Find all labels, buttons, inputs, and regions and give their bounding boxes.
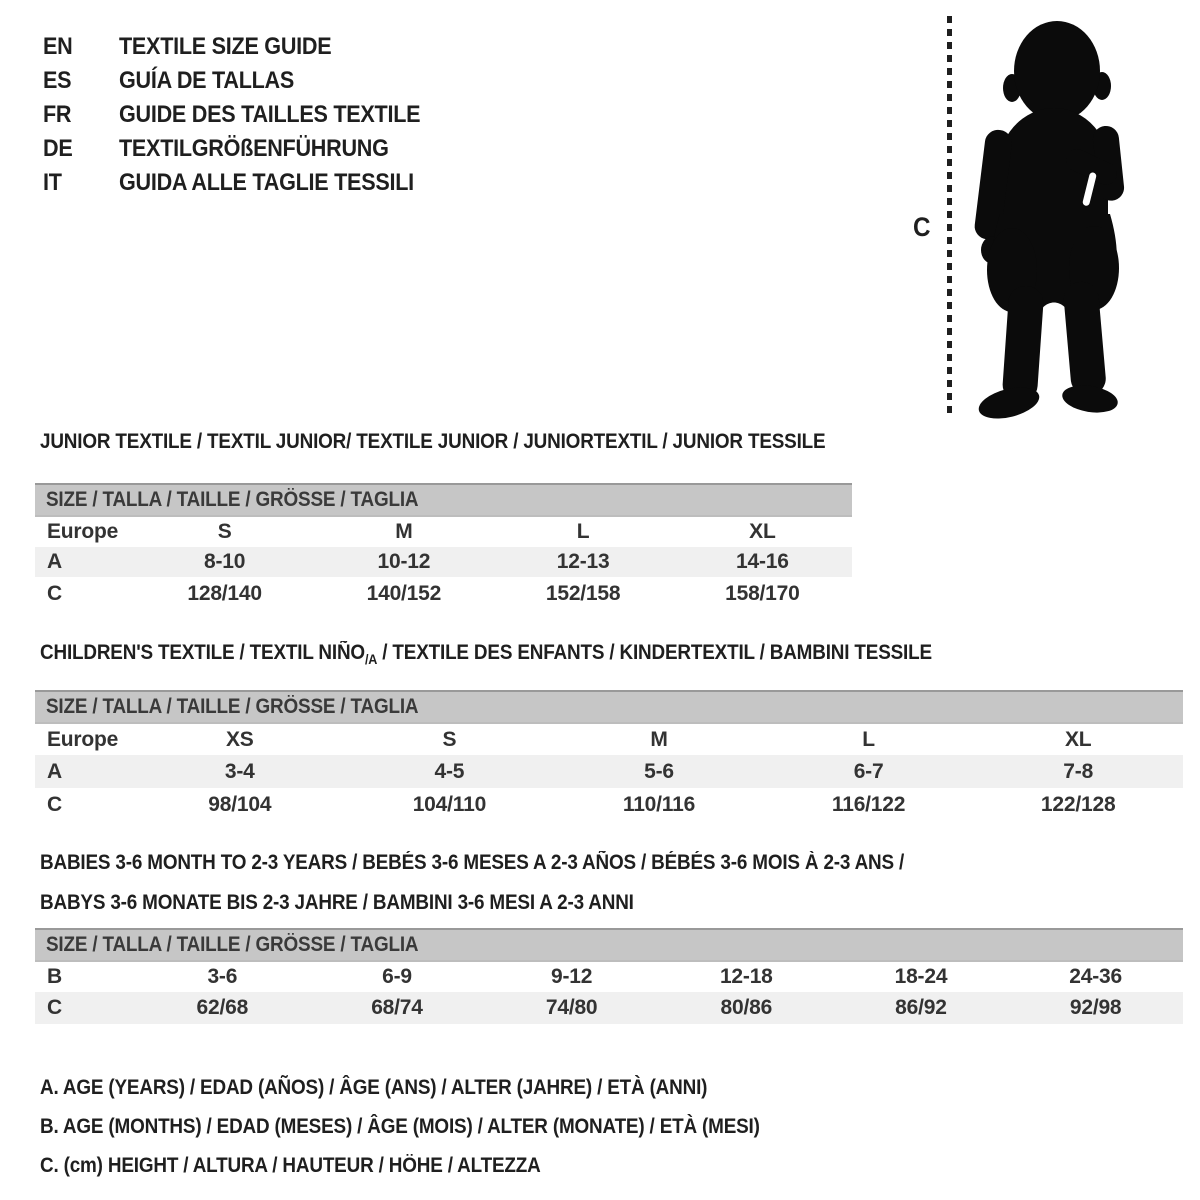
- guide-title-de: TEXTILGRÖßENFÜHRUNG: [119, 135, 389, 162]
- language-title-list: [43, 30, 454, 200]
- measurement-legend: [40, 1068, 1200, 1185]
- children-title-suffix: / TEXTILE DES ENFANTS / KINDERTEXTIL / BAMBINI TESSILE: [377, 641, 932, 664]
- value-cell: 104/110: [412, 793, 487, 816]
- size-cell: XS: [225, 727, 254, 751]
- value-cell: 10-12: [377, 550, 431, 573]
- language-code: ES: [43, 67, 72, 94]
- row-label-cell: B: [47, 965, 62, 988]
- value-cell: 9-12: [551, 965, 593, 988]
- legend-line-a: A. AGE (YEARS) / EDAD (AÑOS) / ÂGE (ANS) / ALTER (JAHRE) / ETÀ (ANNI): [40, 1076, 708, 1099]
- value-cell: 86/92: [895, 996, 947, 1019]
- language-row-fr: [43, 98, 454, 132]
- value-cell: 98/104: [208, 793, 272, 816]
- table-row-height: [35, 992, 1183, 1024]
- size-cell: XL: [1064, 727, 1092, 751]
- table-row-age: [35, 547, 852, 577]
- value-cell: 14-16: [736, 550, 789, 573]
- guide-title-it: GUIDA ALLE TAGLIE TESSILI: [119, 169, 414, 196]
- language-row-it: [43, 166, 454, 200]
- language-code: DE: [43, 135, 73, 162]
- language-row-es: [43, 64, 454, 98]
- row-label-cell: A: [47, 759, 62, 783]
- legend-line-b: B. AGE (MONTHS) / EDAD (MESES) / ÂGE (MOIS) / ALTER (MONATE) / ETÀ (MESI): [40, 1115, 760, 1138]
- junior-section-title: JUNIOR TEXTILE / TEXTIL JUNIOR/ TEXTILE JUNIOR / JUNIORTEXTIL / JUNIOR TESSILE: [40, 430, 826, 453]
- language-code: FR: [43, 101, 72, 128]
- size-cell: M: [395, 520, 413, 543]
- babies-title-line2: BABYS 3-6 MONATE BIS 2-3 JAHRE / BAMBINI 3-6 MESI A 2-3 ANNI: [40, 891, 634, 914]
- legend-line-c: C. (cm) HEIGHT / ALTURA / HAUTEUR / HÖHE / ALTEZZA: [40, 1154, 541, 1177]
- table-row-age: [35, 755, 1183, 788]
- value-cell: 4-5: [434, 759, 465, 783]
- value-cell: 116/122: [831, 793, 906, 816]
- value-cell: 152/158: [545, 581, 621, 605]
- language-row-en: [43, 30, 454, 64]
- language-row-de: [43, 132, 454, 166]
- guide-title-es: GUÍA DE TALLAS: [119, 67, 295, 94]
- row-label-cell: A: [47, 550, 62, 573]
- size-cell: XL: [749, 520, 776, 543]
- toddler-silhouette-icon: [962, 14, 1140, 420]
- value-cell: 3-4: [224, 759, 255, 783]
- height-dashed-line: [947, 16, 952, 416]
- table-row-height: [35, 577, 852, 610]
- value-cell: 92/98: [1069, 996, 1122, 1019]
- guide-title-fr: GUIDE DES TAILLES TEXTILE: [119, 101, 421, 128]
- value-cell: 128/140: [187, 581, 262, 605]
- children-title-prefix: CHILDREN'S TEXTILE / TEXTIL NIÑO: [40, 641, 365, 664]
- language-code: IT: [43, 169, 62, 196]
- value-cell: 80/86: [720, 996, 773, 1019]
- size-cell: L: [576, 520, 590, 543]
- size-cell: S: [217, 520, 232, 543]
- size-header-band: [35, 929, 1183, 961]
- value-cell: 140/152: [366, 581, 442, 605]
- row-label-cell: Europe: [47, 520, 119, 543]
- value-cell: 8-10: [204, 550, 246, 573]
- value-cell: 6-9: [382, 965, 412, 988]
- row-label-cell: C: [47, 581, 62, 605]
- table-row-height: [35, 788, 1183, 822]
- children-title-subscript: /A: [364, 651, 378, 667]
- value-cell: 6-7: [853, 759, 884, 783]
- size-cell: L: [862, 727, 875, 751]
- children-size-table: [35, 690, 1183, 822]
- value-cell: 158/170: [725, 581, 800, 605]
- value-cell: 12-18: [719, 965, 773, 988]
- value-cell: 122/128: [1040, 793, 1116, 816]
- size-header-label: SIZE / TALLA / TAILLE / GRÖSSE / TAGLIA: [46, 933, 419, 956]
- value-cell: 68/74: [371, 996, 423, 1019]
- babies-section-title: [40, 843, 1200, 923]
- value-cell: 18-24: [894, 965, 948, 988]
- table-row-months: [35, 961, 1183, 992]
- value-cell: 74/80: [545, 996, 598, 1019]
- value-cell: 24-36: [1069, 965, 1122, 988]
- table-row-europe: [35, 516, 852, 547]
- value-cell: 7-8: [1063, 759, 1094, 783]
- language-code: EN: [43, 33, 73, 60]
- table-row-europe: [35, 723, 1183, 755]
- value-cell: 62/68: [196, 996, 249, 1019]
- value-cell: 3-6: [207, 965, 238, 988]
- size-header-band: [35, 484, 852, 516]
- size-cell: M: [650, 727, 668, 751]
- row-label-cell: Europe: [47, 727, 119, 751]
- babies-size-table: [35, 928, 1183, 1024]
- value-cell: 5-6: [644, 759, 674, 783]
- row-label-cell: C: [47, 996, 62, 1019]
- value-cell: 110/116: [622, 793, 696, 816]
- size-cell: S: [442, 727, 457, 751]
- size-header-label: SIZE / TALLA / TAILLE / GRÖSSE / TAGLIA: [46, 695, 419, 718]
- children-section-title: [40, 641, 932, 667]
- babies-title-line1: BABIES 3-6 MONTH TO 2-3 YEARS / BEBÉS 3-6 MESES A 2-3 AÑOS / BÉBÉS 3-6 MOIS À 2-3 ANS /: [40, 851, 905, 874]
- size-header-band: [35, 691, 1183, 723]
- value-cell: 12-13: [556, 550, 610, 573]
- junior-size-table: [35, 483, 852, 610]
- size-header-label: SIZE / TALLA / TAILLE / GRÖSSE / TAGLIA: [46, 488, 419, 511]
- guide-title-en: TEXTILE SIZE GUIDE: [119, 33, 332, 60]
- height-measure-label: C: [913, 212, 931, 242]
- row-label-cell: C: [47, 793, 62, 816]
